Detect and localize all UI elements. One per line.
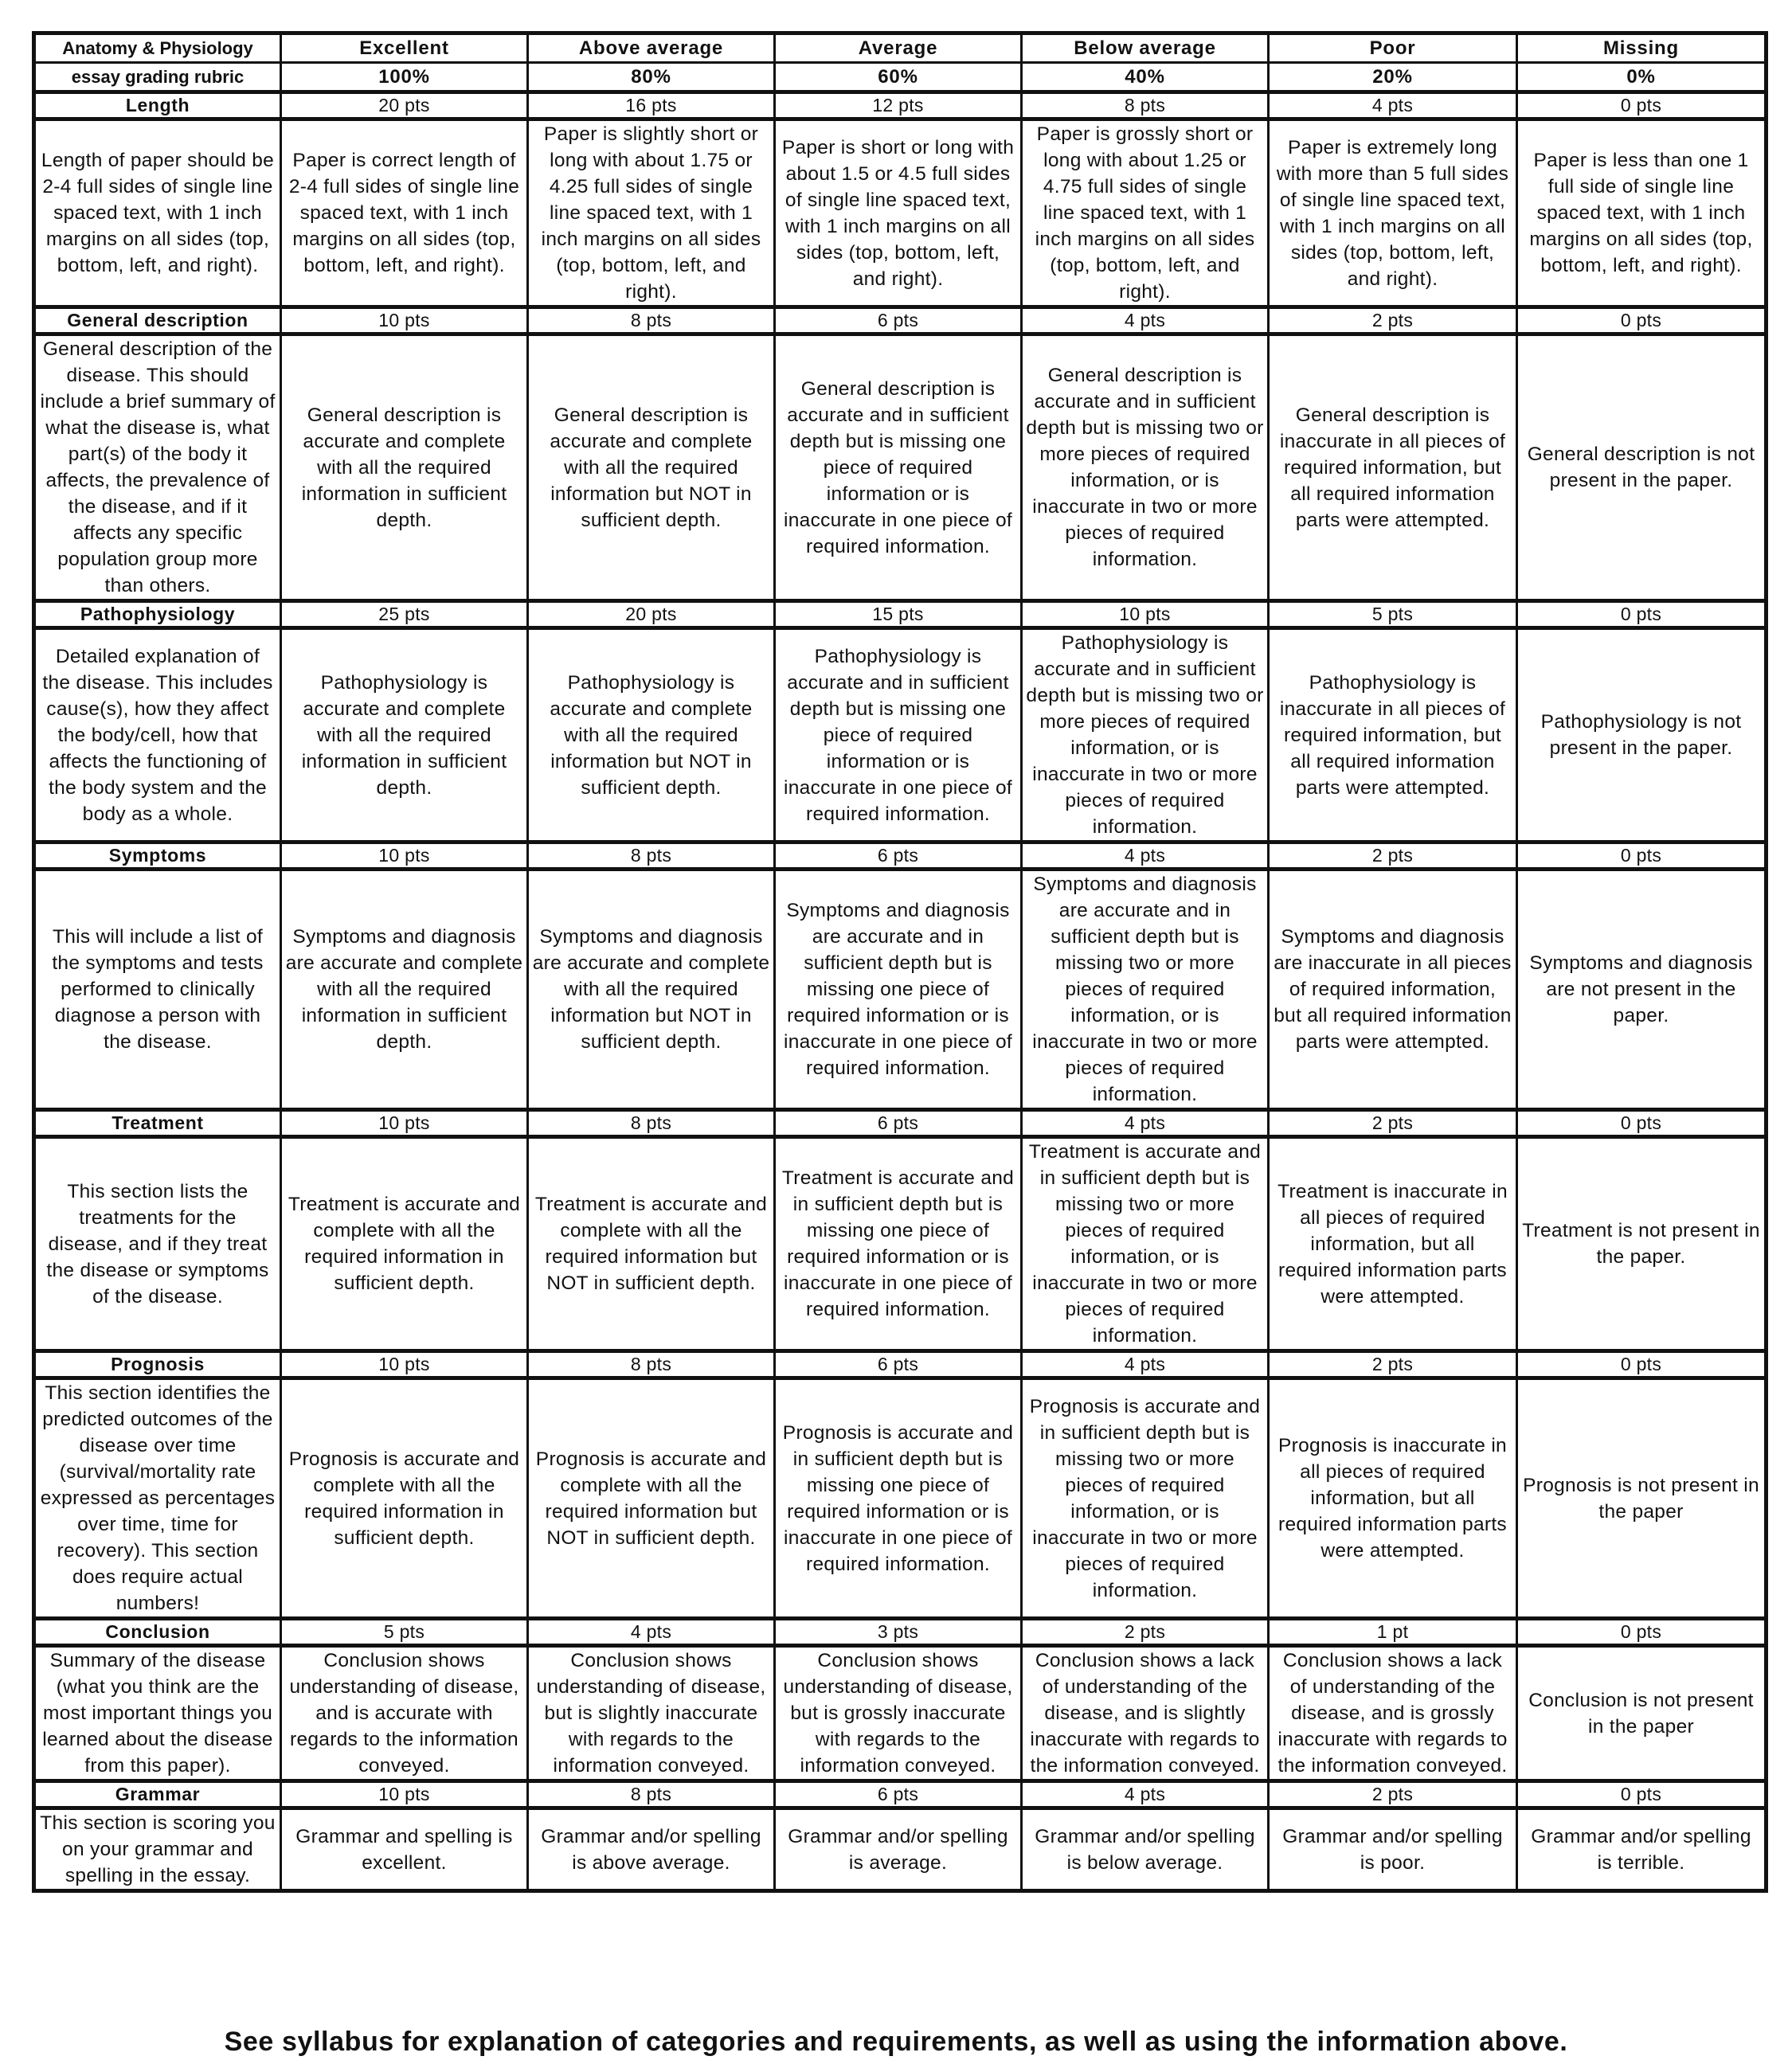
points-pathophysiology-below-average: 10 pts xyxy=(1022,601,1269,628)
points-prognosis-missing: 0 pts xyxy=(1517,1351,1767,1378)
points-prognosis-below-average: 4 pts xyxy=(1022,1351,1269,1378)
criterion-prognosis-poor: Prognosis is inaccurate in all pieces of required information, but all required information parts were attempted. xyxy=(1269,1378,1517,1619)
criterion-pathophysiology-average: Pathophysiology is accurate and in sufficient depth but is missing one piece of required information or is inaccurate in one piece of required information. xyxy=(775,628,1022,842)
criteria-row-prognosis xyxy=(34,1378,1767,1619)
category-name-grammar: Grammar xyxy=(34,1781,281,1808)
rubric-title-line2: essay grading rubric xyxy=(34,63,281,92)
level-name-poor: Poor xyxy=(1269,33,1517,63)
points-prognosis-above-average: 8 pts xyxy=(528,1351,775,1378)
points-symptoms-excellent: 10 pts xyxy=(281,842,528,870)
points-general-description-above-average: 8 pts xyxy=(528,307,775,334)
points-row-conclusion xyxy=(34,1619,1767,1646)
points-conclusion-below-average: 2 pts xyxy=(1022,1619,1269,1646)
criterion-conclusion-above-average: Conclusion shows understanding of disease, but is slightly inaccurate with regards to the information conveyed. xyxy=(528,1646,775,1781)
points-grammar-average: 6 pts xyxy=(775,1781,1022,1808)
points-treatment-below-average: 4 pts xyxy=(1022,1110,1269,1137)
criterion-prognosis-above-average: Prognosis is accurate and complete with all the required information but NOT in sufficient depth. xyxy=(528,1378,775,1619)
points-grammar-missing: 0 pts xyxy=(1517,1781,1767,1808)
category-name-prognosis: Prognosis xyxy=(34,1351,281,1378)
category-description-length: Length of paper should be 2-4 full sides of single line spaced text, with 1 inch margins on all sides (top, bottom, left, and right). xyxy=(34,119,281,307)
footer-note: See syllabus for explanation of categories and requirements, as well as using the information above. xyxy=(224,2027,1568,2057)
category-description-conclusion: Summary of the disease (what you think are the most important things you learned about the disease from this paper). xyxy=(34,1646,281,1781)
criterion-treatment-below-average: Treatment is accurate and in sufficient depth but is missing two or more pieces of required information, or is inaccurate in two or more pieces of required information. xyxy=(1022,1137,1269,1351)
criterion-pathophysiology-below-average: Pathophysiology is accurate and in sufficient depth but is missing two or more pieces of required information, or is inaccurate in two or more pieces of required information. xyxy=(1022,628,1269,842)
points-row-general-description xyxy=(34,307,1767,334)
points-row-length xyxy=(34,92,1767,119)
level-percent-average: 60% xyxy=(775,63,1022,92)
points-grammar-above-average: 8 pts xyxy=(528,1781,775,1808)
criteria-row-treatment xyxy=(34,1137,1767,1351)
criterion-symptoms-below-average: Symptoms and diagnosis are accurate and in sufficient depth but is missing two or more pieces of required information, or is inaccurate in two or more pieces of required information. xyxy=(1022,870,1269,1110)
points-conclusion-above-average: 4 pts xyxy=(528,1619,775,1646)
level-name-average: Average xyxy=(775,33,1022,63)
criteria-row-symptoms xyxy=(34,870,1767,1110)
criterion-general-description-missing: General description is not present in the paper. xyxy=(1517,334,1767,601)
criterion-general-description-above-average: General description is accurate and complete with all the required information but NOT in sufficient depth. xyxy=(528,334,775,601)
points-length-poor: 4 pts xyxy=(1269,92,1517,119)
criterion-general-description-below-average: General description is accurate and in sufficient depth but is missing two or more pieces of required information, or is inaccurate in two or more pieces of required information. xyxy=(1022,334,1269,601)
criterion-pathophysiology-missing: Pathophysiology is not present in the paper. xyxy=(1517,628,1767,842)
criterion-symptoms-above-average: Symptoms and diagnosis are accurate and complete with all the required information but NOT in sufficient depth. xyxy=(528,870,775,1110)
criterion-grammar-excellent: Grammar and spelling is excellent. xyxy=(281,1808,528,1891)
criterion-conclusion-missing: Conclusion is not present in the paper xyxy=(1517,1646,1767,1781)
rubric-title-line1: Anatomy & Physiology xyxy=(34,33,281,63)
points-general-description-average: 6 pts xyxy=(775,307,1022,334)
category-name-conclusion: Conclusion xyxy=(34,1619,281,1646)
criterion-conclusion-average: Conclusion shows understanding of disease, but is grossly inaccurate with regards to the information conveyed. xyxy=(775,1646,1022,1781)
points-prognosis-poor: 2 pts xyxy=(1269,1351,1517,1378)
points-pathophysiology-above-average: 20 pts xyxy=(528,601,775,628)
points-symptoms-missing: 0 pts xyxy=(1517,842,1767,870)
category-description-prognosis: This section identifies the predicted outcomes of the disease over time (survival/mortality rate expressed as percentages over time, time for recovery). This section does require actual numbers! xyxy=(34,1378,281,1619)
points-pathophysiology-excellent: 25 pts xyxy=(281,601,528,628)
points-length-below-average: 8 pts xyxy=(1022,92,1269,119)
criterion-length-above-average: Paper is slightly short or long with about 1.75 or 4.25 full sides of single line spaced text, with 1 inch margins on all sides (top, bottom, left, and right). xyxy=(528,119,775,307)
criterion-general-description-poor: General description is inaccurate in all pieces of required information, but all required information parts were attempted. xyxy=(1269,334,1517,601)
criterion-grammar-average: Grammar and/or spelling is average. xyxy=(775,1808,1022,1891)
level-percent-poor: 20% xyxy=(1269,63,1517,92)
criterion-treatment-missing: Treatment is not present in the paper. xyxy=(1517,1137,1767,1351)
points-grammar-excellent: 10 pts xyxy=(281,1781,528,1808)
header-row-levels xyxy=(34,33,1767,63)
points-general-description-missing: 0 pts xyxy=(1517,307,1767,334)
points-treatment-excellent: 10 pts xyxy=(281,1110,528,1137)
category-name-general-description: General description xyxy=(34,307,281,334)
criterion-grammar-missing: Grammar and/or spelling is terrible. xyxy=(1517,1808,1767,1891)
points-length-excellent: 20 pts xyxy=(281,92,528,119)
level-name-excellent: Excellent xyxy=(281,33,528,63)
points-treatment-above-average: 8 pts xyxy=(528,1110,775,1137)
criteria-row-length xyxy=(34,119,1767,307)
criterion-length-average: Paper is short or long with about 1.5 or 4.5 full sides of single line spaced text, with 1 inch margins on all sides (top, bottom, left, and right). xyxy=(775,119,1022,307)
category-description-pathophysiology: Detailed explanation of the disease. This includes cause(s), how they affect the body/cell, how that affects the functioning of the body system and the body as a whole. xyxy=(34,628,281,842)
points-conclusion-average: 3 pts xyxy=(775,1619,1022,1646)
points-length-missing: 0 pts xyxy=(1517,92,1767,119)
criterion-prognosis-below-average: Prognosis is accurate and in sufficient depth but is missing two or more pieces of required information, or is inaccurate in two or more pieces of required information. xyxy=(1022,1378,1269,1619)
points-row-treatment xyxy=(34,1110,1767,1137)
criterion-prognosis-average: Prognosis is accurate and in sufficient depth but is missing one piece of required information or is inaccurate in one piece of required information. xyxy=(775,1378,1022,1619)
points-prognosis-excellent: 10 pts xyxy=(281,1351,528,1378)
criterion-grammar-above-average: Grammar and/or spelling is above average. xyxy=(528,1808,775,1891)
points-row-grammar xyxy=(34,1781,1767,1808)
criterion-pathophysiology-excellent: Pathophysiology is accurate and complete with all the required information in sufficient depth. xyxy=(281,628,528,842)
points-prognosis-average: 6 pts xyxy=(775,1351,1022,1378)
points-row-symptoms xyxy=(34,842,1767,870)
level-name-missing: Missing xyxy=(1517,33,1767,63)
points-row-pathophysiology xyxy=(34,601,1767,628)
criterion-pathophysiology-above-average: Pathophysiology is accurate and complete with all the required information but NOT in sufficient depth. xyxy=(528,628,775,842)
points-pathophysiology-poor: 5 pts xyxy=(1269,601,1517,628)
criterion-prognosis-excellent: Prognosis is accurate and complete with all the required information in sufficient depth. xyxy=(281,1378,528,1619)
level-percent-missing: 0% xyxy=(1517,63,1767,92)
criterion-length-excellent: Paper is correct length of 2-4 full sides of single line spaced text, with 1 inch margins on all sides (top, bottom, left, and right). xyxy=(281,119,528,307)
criterion-conclusion-below-average: Conclusion shows a lack of understanding of the disease, and is slightly inaccurate with regards to the information conveyed. xyxy=(1022,1646,1269,1781)
rubric-body xyxy=(34,33,1767,1891)
category-name-length: Length xyxy=(34,92,281,119)
level-name-below-average: Below average xyxy=(1022,33,1269,63)
criterion-treatment-excellent: Treatment is accurate and complete with all the required information in sufficient depth. xyxy=(281,1137,528,1351)
criteria-row-general-description xyxy=(34,334,1767,601)
criteria-row-grammar xyxy=(34,1808,1767,1891)
points-treatment-poor: 2 pts xyxy=(1269,1110,1517,1137)
criterion-prognosis-missing: Prognosis is not present in the paper xyxy=(1517,1378,1767,1619)
criteria-row-conclusion xyxy=(34,1646,1767,1781)
category-description-grammar: This section is scoring you on your grammar and spelling in the essay. xyxy=(34,1808,281,1891)
criterion-general-description-excellent: General description is accurate and complete with all the required information in sufficient depth. xyxy=(281,334,528,601)
criterion-conclusion-poor: Conclusion shows a lack of understanding of the disease, and is grossly inaccurate with regards to the information conveyed. xyxy=(1269,1646,1517,1781)
points-treatment-average: 6 pts xyxy=(775,1110,1022,1137)
level-percent-below-average: 40% xyxy=(1022,63,1269,92)
points-pathophysiology-missing: 0 pts xyxy=(1517,601,1767,628)
category-description-symptoms: This will include a list of the symptoms and tests performed to clinically diagnose a person with the disease. xyxy=(34,870,281,1110)
points-conclusion-poor: 1 pt xyxy=(1269,1619,1517,1646)
category-name-treatment: Treatment xyxy=(34,1110,281,1137)
points-length-average: 12 pts xyxy=(775,92,1022,119)
category-name-symptoms: Symptoms xyxy=(34,842,281,870)
points-symptoms-above-average: 8 pts xyxy=(528,842,775,870)
criteria-row-pathophysiology xyxy=(34,628,1767,842)
category-name-pathophysiology: Pathophysiology xyxy=(34,601,281,628)
rubric-table xyxy=(32,31,1768,1893)
points-symptoms-poor: 2 pts xyxy=(1269,842,1517,870)
criterion-length-missing: Paper is less than one 1 full side of single line spaced text, with 1 inch margins on all sides (top, bottom, left, and right). xyxy=(1517,119,1767,307)
level-percent-excellent: 100% xyxy=(281,63,528,92)
points-symptoms-below-average: 4 pts xyxy=(1022,842,1269,870)
level-name-above-average: Above average xyxy=(528,33,775,63)
criterion-length-poor: Paper is extremely long with more than 5 full sides of single line spaced text, with 1 inch margins on all sides (top, bottom, left, and right). xyxy=(1269,119,1517,307)
criterion-symptoms-missing: Symptoms and diagnosis are not present in the paper. xyxy=(1517,870,1767,1110)
criterion-treatment-above-average: Treatment is accurate and complete with all the required information but NOT in sufficient depth. xyxy=(528,1137,775,1351)
category-description-general-description: General description of the disease. This should include a brief summary of what the disease is, what part(s) of the body it affects, the prevalence of the disease, and if it affects any specific population group more than others. xyxy=(34,334,281,601)
points-general-description-poor: 2 pts xyxy=(1269,307,1517,334)
criterion-general-description-average: General description is accurate and in sufficient depth but is missing one piece of required information or is inaccurate in one piece of required information. xyxy=(775,334,1022,601)
points-symptoms-average: 6 pts xyxy=(775,842,1022,870)
points-length-above-average: 16 pts xyxy=(528,92,775,119)
criterion-grammar-below-average: Grammar and/or spelling is below average. xyxy=(1022,1808,1269,1891)
criterion-treatment-average: Treatment is accurate and in sufficient depth but is missing one piece of required information or is inaccurate in one piece of required information. xyxy=(775,1137,1022,1351)
level-percent-above-average: 80% xyxy=(528,63,775,92)
points-grammar-poor: 2 pts xyxy=(1269,1781,1517,1808)
header-row-percents xyxy=(34,63,1767,92)
criterion-symptoms-poor: Symptoms and diagnosis are inaccurate in all pieces of required information, but all required information parts were attempted. xyxy=(1269,870,1517,1110)
points-conclusion-excellent: 5 pts xyxy=(281,1619,528,1646)
points-conclusion-missing: 0 pts xyxy=(1517,1619,1767,1646)
points-row-prognosis xyxy=(34,1351,1767,1378)
criterion-pathophysiology-poor: Pathophysiology is inaccurate in all pieces of required information, but all required information parts were attempted. xyxy=(1269,628,1517,842)
criterion-grammar-poor: Grammar and/or spelling is poor. xyxy=(1269,1808,1517,1891)
points-pathophysiology-average: 15 pts xyxy=(775,601,1022,628)
criterion-length-below-average: Paper is grossly short or long with about 1.25 or 4.75 full sides of single line spaced text, with 1 inch margins on all sides (top, bottom, left, and right). xyxy=(1022,119,1269,307)
points-general-description-excellent: 10 pts xyxy=(281,307,528,334)
criterion-symptoms-average: Symptoms and diagnosis are accurate and in sufficient depth but is missing one piece of required information or is inaccurate in one piece of required information. xyxy=(775,870,1022,1110)
points-grammar-below-average: 4 pts xyxy=(1022,1781,1269,1808)
criterion-conclusion-excellent: Conclusion shows understanding of disease, and is accurate with regards to the information conveyed. xyxy=(281,1646,528,1781)
criterion-symptoms-excellent: Symptoms and diagnosis are accurate and complete with all the required information in sufficient depth. xyxy=(281,870,528,1110)
points-general-description-below-average: 4 pts xyxy=(1022,307,1269,334)
points-treatment-missing: 0 pts xyxy=(1517,1110,1767,1137)
category-description-treatment: This section lists the treatments for the disease, and if they treat the disease or symptoms of the disease. xyxy=(34,1137,281,1351)
criterion-treatment-poor: Treatment is inaccurate in all pieces of required information, but all required information parts were attempted. xyxy=(1269,1137,1517,1351)
